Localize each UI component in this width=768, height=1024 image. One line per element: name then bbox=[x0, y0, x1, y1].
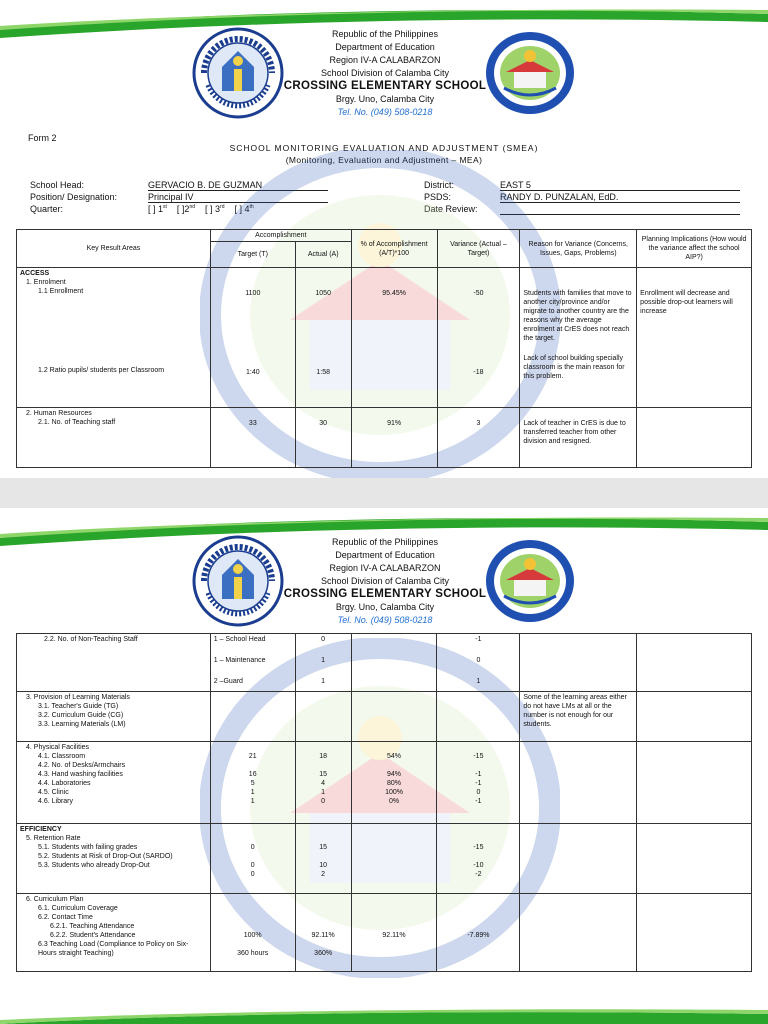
cp-variance: -7.89% bbox=[467, 932, 490, 939]
form-title: SCHOOL MONITORING EVALUATION AND ADJUSTMENT (SMEA) bbox=[229, 143, 539, 153]
section-access: ACCESS bbox=[20, 270, 50, 277]
school-name: CROSSING ELEMENTARY SCHOOL bbox=[283, 588, 487, 600]
school-head-value: GERVACIO B. DE GUZMAN bbox=[148, 180, 328, 191]
page-gap bbox=[0, 478, 768, 508]
pf-actual-2: 15 bbox=[319, 771, 328, 778]
ratio-actual: 1:58 bbox=[316, 369, 330, 376]
enrolment-heading: 1. Enrolment bbox=[26, 279, 66, 286]
pf-actual-5: 0 bbox=[321, 798, 326, 805]
plm-item-1: 3.2. Curriculum Guide (CG) bbox=[38, 712, 124, 719]
date-review-label: Date Review: bbox=[424, 204, 478, 214]
rr-var-0: -15 bbox=[473, 844, 484, 851]
nts-actual-2: 1 bbox=[321, 678, 326, 685]
teaching-target: 33 bbox=[248, 420, 257, 427]
division-line: School Division of Calamba City bbox=[320, 576, 450, 586]
variance-header: Variance (Actual – Target) bbox=[437, 230, 520, 268]
enrollment-reason: Students with families that move to another city/province and/or migrate to another country are the reasons why the average enrolment at CrES does not reach the target. bbox=[523, 290, 632, 342]
telephone: Tel. No. (049) 508-0218 bbox=[337, 615, 433, 625]
rr-actual-2: 2 bbox=[321, 871, 326, 878]
pf-label-0: 4.1. Classroom bbox=[38, 753, 86, 760]
pf-actual-4: 1 bbox=[321, 789, 326, 796]
pf-label-5: 4.6. Library bbox=[38, 798, 74, 805]
section-efficiency: EFFICIENCY bbox=[20, 826, 62, 833]
republic-line: Republic of the Philippines bbox=[331, 537, 439, 547]
rr-target-2: 0 bbox=[250, 871, 255, 878]
ratio-target: 1:40 bbox=[246, 369, 260, 376]
enrollment-target: 1100 bbox=[245, 290, 261, 297]
division-line: School Division of Calamba City bbox=[320, 68, 450, 78]
rr-target-0: 0 bbox=[250, 844, 255, 851]
deped-seal-icon bbox=[192, 535, 284, 627]
form-subtitle: (Monitoring, Evaluation and Adjustment – MEA) bbox=[285, 155, 483, 165]
pf-var-2: -1 bbox=[475, 771, 482, 778]
rr-var-2: -2 bbox=[475, 871, 482, 878]
quarter-options bbox=[148, 204, 328, 215]
ratio-reason: Lack of school building specially classroom is the main reason for this problem. bbox=[523, 355, 625, 380]
quarter-3[interactable]: [ ] 3rd bbox=[205, 204, 225, 214]
pf-var-0: -15 bbox=[473, 753, 484, 760]
teaching-variance: 3 bbox=[476, 420, 481, 427]
cp-actual: 92.11% bbox=[311, 932, 335, 939]
reason-header: Reason for Variance (Concerns, Issues, Gaps, Problems) bbox=[520, 230, 637, 268]
target-header: Target (T) bbox=[210, 242, 295, 268]
teaching-reason: Lack of teacher in CrES is due to transferred teacher from other division and resigned. bbox=[523, 420, 626, 445]
school-address: Brgy. Uno, Calamba City bbox=[335, 602, 435, 612]
school-seal-icon bbox=[484, 538, 576, 624]
cp-item-2: 6.2.1. Teaching Attendance bbox=[50, 923, 135, 930]
planning-header: Planning Implications (How would the variance affect the school AIP?) bbox=[637, 230, 752, 268]
tl-label: 6.3 Teaching Load (Compliance to Policy on Six-Hours straight Teaching) bbox=[38, 941, 189, 957]
district-label: District: bbox=[424, 180, 454, 190]
pf-var-3: -1 bbox=[475, 780, 482, 787]
pf-label-2: 4.3. Hand washing facilities bbox=[38, 771, 123, 778]
nts-var-2: 1 bbox=[476, 678, 481, 685]
rr-label-0: 5.1. Students with failing grades bbox=[38, 844, 138, 851]
teaching-pct: 91% bbox=[387, 420, 402, 427]
pf-target-0: 21 bbox=[248, 753, 257, 760]
nts-label-0: 1 – School Head bbox=[213, 636, 266, 643]
pf-label-1: 4.2. No. of Desks/Armchairs bbox=[38, 762, 126, 769]
rr-actual-1: 10 bbox=[319, 862, 328, 869]
republic-line: Republic of the Philippines bbox=[331, 29, 439, 39]
department-line: Department of Education bbox=[335, 42, 435, 52]
region-line: Region IV-A CALABARZON bbox=[329, 563, 441, 573]
rr-actual-0: 15 bbox=[319, 844, 328, 851]
cp-heading: 6. Curriculum Plan bbox=[26, 896, 84, 903]
school-address: Brgy. Uno, Calamba City bbox=[335, 94, 435, 104]
pf-var-5: -1 bbox=[475, 798, 482, 805]
ratio-variance: -18 bbox=[473, 369, 484, 376]
smea-table-page2 bbox=[16, 633, 752, 972]
enrollment-actual: 1050 bbox=[315, 290, 331, 297]
pf-pct-4: 100% bbox=[385, 789, 403, 796]
non-teaching-label: 2.2. No. of Non-Teaching Staff bbox=[44, 636, 138, 643]
pf-target-5: 1 bbox=[250, 798, 255, 805]
psds-label: PSDS: bbox=[424, 192, 452, 202]
enrollment-label: 1.1 Enrollment bbox=[38, 288, 84, 295]
kra-header: Key Result Areas bbox=[17, 230, 211, 268]
cp-target: 100% bbox=[243, 932, 262, 939]
tl-target: 360 hours bbox=[237, 950, 269, 957]
letterhead-text bbox=[280, 28, 490, 119]
table-row bbox=[17, 634, 752, 692]
accomplishment-header: Accomplishment bbox=[210, 230, 351, 242]
document-page-2 bbox=[0, 508, 768, 1024]
table-row bbox=[17, 268, 752, 408]
nts-var-1: 0 bbox=[476, 657, 481, 664]
cp-pct: 92.11% bbox=[382, 932, 406, 939]
telephone: Tel. No. (049) 508-0218 bbox=[337, 107, 433, 117]
enrollment-planning: Enrollment will decrease and possible drop-out learners will increase bbox=[640, 290, 733, 315]
nts-actual-0: 0 bbox=[321, 636, 326, 643]
pf-actual-3: 4 bbox=[321, 780, 326, 787]
teaching-actual: 30 bbox=[319, 420, 328, 427]
pf-pct-2: 94% bbox=[387, 771, 402, 778]
quarter-1[interactable]: [ ] 1st bbox=[148, 204, 167, 214]
letterhead bbox=[0, 530, 768, 634]
info-block bbox=[30, 180, 740, 216]
quarter-4[interactable]: [ ] 4th bbox=[234, 204, 254, 214]
pf-pct-3: 80% bbox=[387, 780, 402, 787]
region-line: Region IV-A CALABARZON bbox=[329, 55, 441, 65]
cp-item-1: 6.2. Contact Time bbox=[38, 914, 93, 921]
document-page-1 bbox=[0, 0, 768, 478]
rr-target-1: 0 bbox=[250, 862, 255, 869]
quarter-2[interactable]: [ ]2nd bbox=[176, 204, 195, 214]
nts-var-0: -1 bbox=[475, 636, 482, 643]
tl-actual: 360% bbox=[314, 950, 333, 957]
letterhead bbox=[0, 22, 768, 126]
pf-target-2: 16 bbox=[248, 771, 257, 778]
hr-heading: 2. Human Resources bbox=[26, 410, 92, 417]
plm-reason: Some of the learning areas either do not have LMs at all or the number is not enough for our students. bbox=[520, 692, 637, 742]
date-review-value bbox=[500, 204, 740, 215]
rr-heading: 5. Retention Rate bbox=[26, 835, 81, 842]
pf-var-4: 0 bbox=[476, 789, 481, 796]
cp-item-3: 6.2.2. Student's Attendance bbox=[50, 932, 136, 939]
pf-target-4: 1 bbox=[250, 789, 255, 796]
position-label: Position/ Designation: bbox=[30, 192, 118, 202]
deped-seal-icon bbox=[192, 27, 284, 119]
plm-heading: 3. Provision of Learning Materials bbox=[26, 694, 130, 701]
table-row bbox=[17, 692, 752, 742]
teaching-staff-label: 2.1. No. of Teaching staff bbox=[38, 419, 116, 426]
pct-header: % of Accomplishment (A/T)*100 bbox=[351, 230, 437, 268]
pf-pct-0: 54% bbox=[387, 753, 402, 760]
school-seal-icon bbox=[484, 30, 576, 116]
enrollment-pct: 95.45% bbox=[382, 290, 406, 297]
actual-header: Actual (A) bbox=[295, 242, 351, 268]
position-value: Principal IV bbox=[148, 192, 328, 203]
pf-label-3: 4.4. Laboratories bbox=[38, 780, 91, 787]
letterhead-text bbox=[280, 536, 490, 627]
rr-label-2: 5.3. Students who already Drop-Out bbox=[38, 862, 150, 869]
cp-item-0: 6.1. Curriculum Coverage bbox=[38, 905, 118, 912]
pf-target-3: 5 bbox=[250, 780, 255, 787]
quarter-label: Quarter: bbox=[30, 204, 64, 214]
smea-table-page1 bbox=[16, 229, 752, 468]
table-row bbox=[17, 894, 752, 972]
rr-var-1: -10 bbox=[473, 862, 484, 869]
school-name: CROSSING ELEMENTARY SCHOOL bbox=[283, 80, 487, 92]
table-row bbox=[17, 408, 752, 468]
psds-value: RANDY D. PUNZALAN, EdD. bbox=[500, 192, 740, 203]
table-row bbox=[17, 824, 752, 894]
form-number: Form 2 bbox=[28, 133, 57, 143]
ratio-label: 1.2 Ratio pupils/ students per Classroom bbox=[38, 367, 165, 374]
school-head-label: School Head: bbox=[30, 180, 85, 190]
rr-label-1: 5.2. Students at Risk of Drop-Out (SARDO) bbox=[38, 853, 173, 860]
district-value: EAST 5 bbox=[500, 180, 740, 191]
department-line: Department of Education bbox=[335, 550, 435, 560]
pf-actual-0: 18 bbox=[319, 753, 328, 760]
table-row bbox=[17, 742, 752, 824]
plm-item-2: 3.3. Learning Materials (LM) bbox=[38, 721, 126, 728]
nts-label-2: 2 –Guard bbox=[213, 678, 243, 685]
pf-label-4: 4.5. Clinic bbox=[38, 789, 69, 796]
pf-heading: 4. Physical Facilities bbox=[26, 744, 90, 751]
nts-label-1: 1 – Maintenance bbox=[213, 657, 266, 664]
nts-actual-1: 1 bbox=[321, 657, 326, 664]
pf-pct-5: 0% bbox=[388, 798, 400, 805]
enrollment-variance: -50 bbox=[473, 290, 484, 297]
green-footer-swoosh bbox=[0, 1008, 768, 1024]
plm-item-0: 3.1. Teacher's Guide (TG) bbox=[38, 703, 119, 710]
